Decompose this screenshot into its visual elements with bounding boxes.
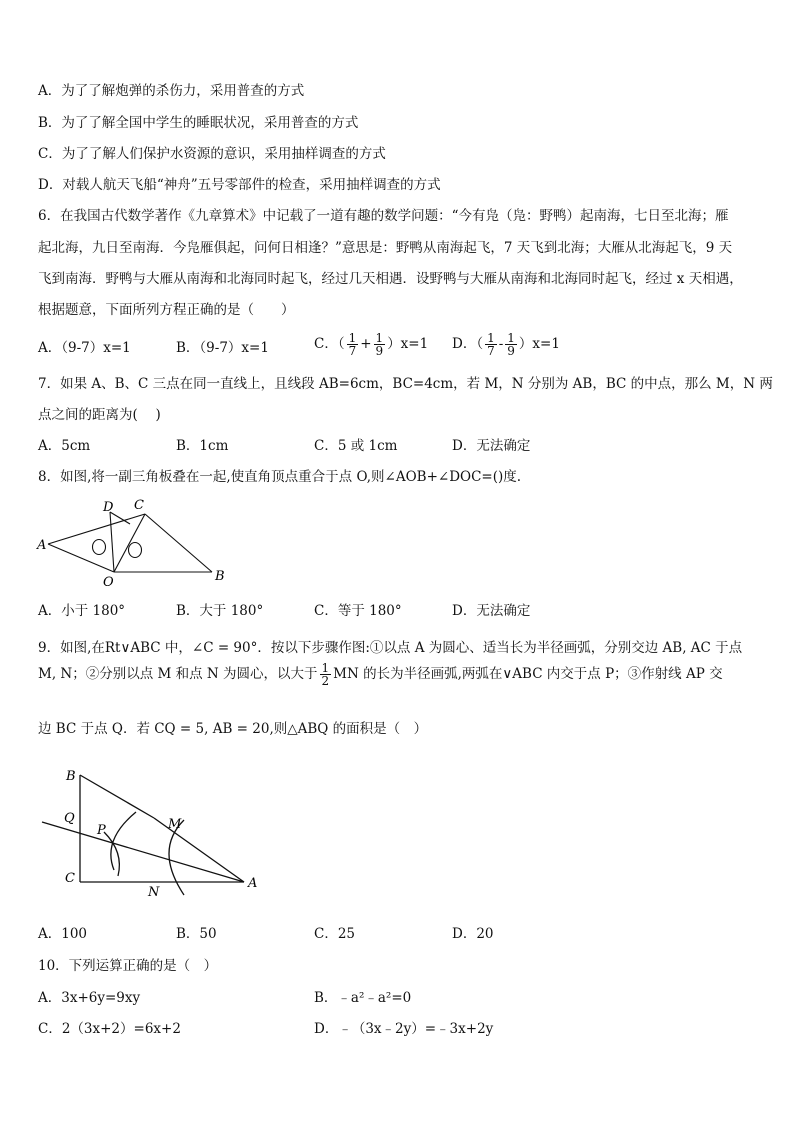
label-b: B: [215, 569, 225, 584]
q6-line-2: 起北海，九日至南海．今凫雁俱起，问何日相逢？”意思是：野鸭从南海起飞，7 天飞到北海；大雁从北海起飞，9 天: [38, 240, 733, 256]
q9-line-2-a: M, N；②分别以点 M 和点 N 为圆心，以大于: [38, 666, 318, 682]
q8-triangle-diagram: [34, 496, 234, 588]
q9-line-1: 9．如图,在Rt∨ABC 中，∠C = 90°．按以下步骤作图:①以点 A 为圆心、适当长为半径画弧，分别交边 AB, AC 于点: [38, 640, 743, 656]
q7-option-a: A．5cm: [38, 438, 91, 454]
q7-option-b: B．1cm: [176, 438, 229, 454]
q5-option-b: B．为了了解全国中学生的睡眠状况，采用普查的方式: [38, 115, 359, 131]
label-b: B: [66, 769, 76, 784]
q9-line-2: [38, 662, 723, 687]
label-c: C: [134, 498, 144, 513]
q7-line-2: 点之间的距离为( ): [38, 407, 161, 423]
q8-option-b: B．大于 180°: [176, 603, 264, 619]
q8-option-a: A．小于 180°: [38, 603, 126, 619]
q9-line-3: 边 BC 于点 Q．若 CQ = 5, AB = 20,则△ABQ 的面积是（ ）: [38, 721, 428, 737]
q10-option-b: B．﹣a²﹣a²=0: [314, 990, 412, 1006]
q6-option-d-suffix: ）x=1: [518, 336, 560, 352]
q9-option-d: D．20: [452, 926, 494, 942]
q9-line-2-b: MN 的长为半径画弧,两弧在∨ABC 内交于点 P；③作射线 AP 交: [333, 666, 723, 682]
q8-option-d: D．无法确定: [452, 603, 531, 619]
label-a: A: [37, 538, 47, 553]
q6-line-3: 飞到南海．野鸭与大雁从南海和北海同时起飞，经过几天相遇．设野鸭与大雁从南海和北海同时起飞，经过 x 天相遇，: [38, 271, 743, 287]
q6-option-c-prefix: C．（: [314, 336, 345, 352]
q10-line: 10．下列运算正确的是（ ）: [38, 958, 218, 974]
q6-option-d-prefix: D．（: [452, 336, 484, 352]
q6-line-1: 6．在我国古代数学著作《九章算术》中记载了一道有趣的数学问题：“今有凫（凫：野鸭）起南海，七日至北海；雁: [38, 208, 729, 224]
fraction-1-2: $\frac{1}{2}$: [321, 661, 330, 688]
fraction-1-7: $\frac{1}{7}$: [487, 331, 495, 358]
q9-triangle-diagram: [34, 760, 274, 910]
q5-option-c: C．为了了解人们保护水资源的意识，采用抽样调查的方式: [38, 146, 386, 162]
q6-option-c-op: +: [360, 336, 372, 352]
label-c: C: [65, 871, 75, 886]
q10-option-a: A．3x+6y=9xy: [38, 990, 141, 1006]
q8-option-c: C．等于 180°: [314, 603, 402, 619]
label-q: Q: [64, 811, 75, 826]
q9-option-b: B．50: [176, 926, 217, 942]
fraction-1-9: $\frac{1}{9}$: [375, 331, 384, 358]
q6-line-4: 根据题意，下面所列方程正确的是（ ）: [38, 302, 295, 318]
label-a: A: [248, 876, 258, 891]
label-m: M: [168, 817, 182, 832]
fraction-1-7: $\frac{1}{7}$: [348, 331, 357, 358]
q6-option-c: [314, 332, 428, 357]
q8-line: 8．如图,将一副三角板叠在一起,使直角顶点重合于点 O,则∠AOB+∠DOC=()度.: [38, 469, 522, 485]
q7-line-1: 7．如果 A、B、C 三点在同一直线上，且线段 AB=6cm，BC=4cm，若 M，N 分别为 AB，BC 的中点，那么 M，N 两: [38, 376, 773, 392]
q5-option-a: A．为了了解炮弹的杀伤力，采用普查的方式: [38, 83, 305, 99]
q6-option-c-suffix: ）x=1: [387, 336, 429, 352]
q10-option-d: D．﹣（3x﹣2y）=﹣3x+2y: [314, 1021, 494, 1037]
q10-option-c: C．2（3x+2）=6x+2: [38, 1021, 181, 1037]
q7-option-d: D．无法确定: [452, 438, 531, 454]
q7-option-c: C．5 或 1cm: [314, 438, 398, 454]
q6-option-a: A．（9-7）x=1: [38, 340, 131, 356]
label-o: O: [103, 575, 114, 588]
label-d: D: [103, 500, 114, 515]
fraction-1-9: $\frac{1}{9}$: [507, 331, 515, 358]
q6-option-d-op: -: [498, 336, 504, 352]
q6-option-b: B．（9-7）x=1: [176, 340, 269, 356]
q9-option-c: C．25: [314, 926, 356, 942]
q5-option-d: D．对载人航天飞船“神舟”五号零部件的检查，采用抽样调查的方式: [38, 177, 441, 193]
label-n: N: [148, 885, 160, 900]
q6-option-d: [452, 332, 560, 357]
q9-option-a: A．100: [38, 926, 88, 942]
label-p: P: [97, 823, 106, 838]
